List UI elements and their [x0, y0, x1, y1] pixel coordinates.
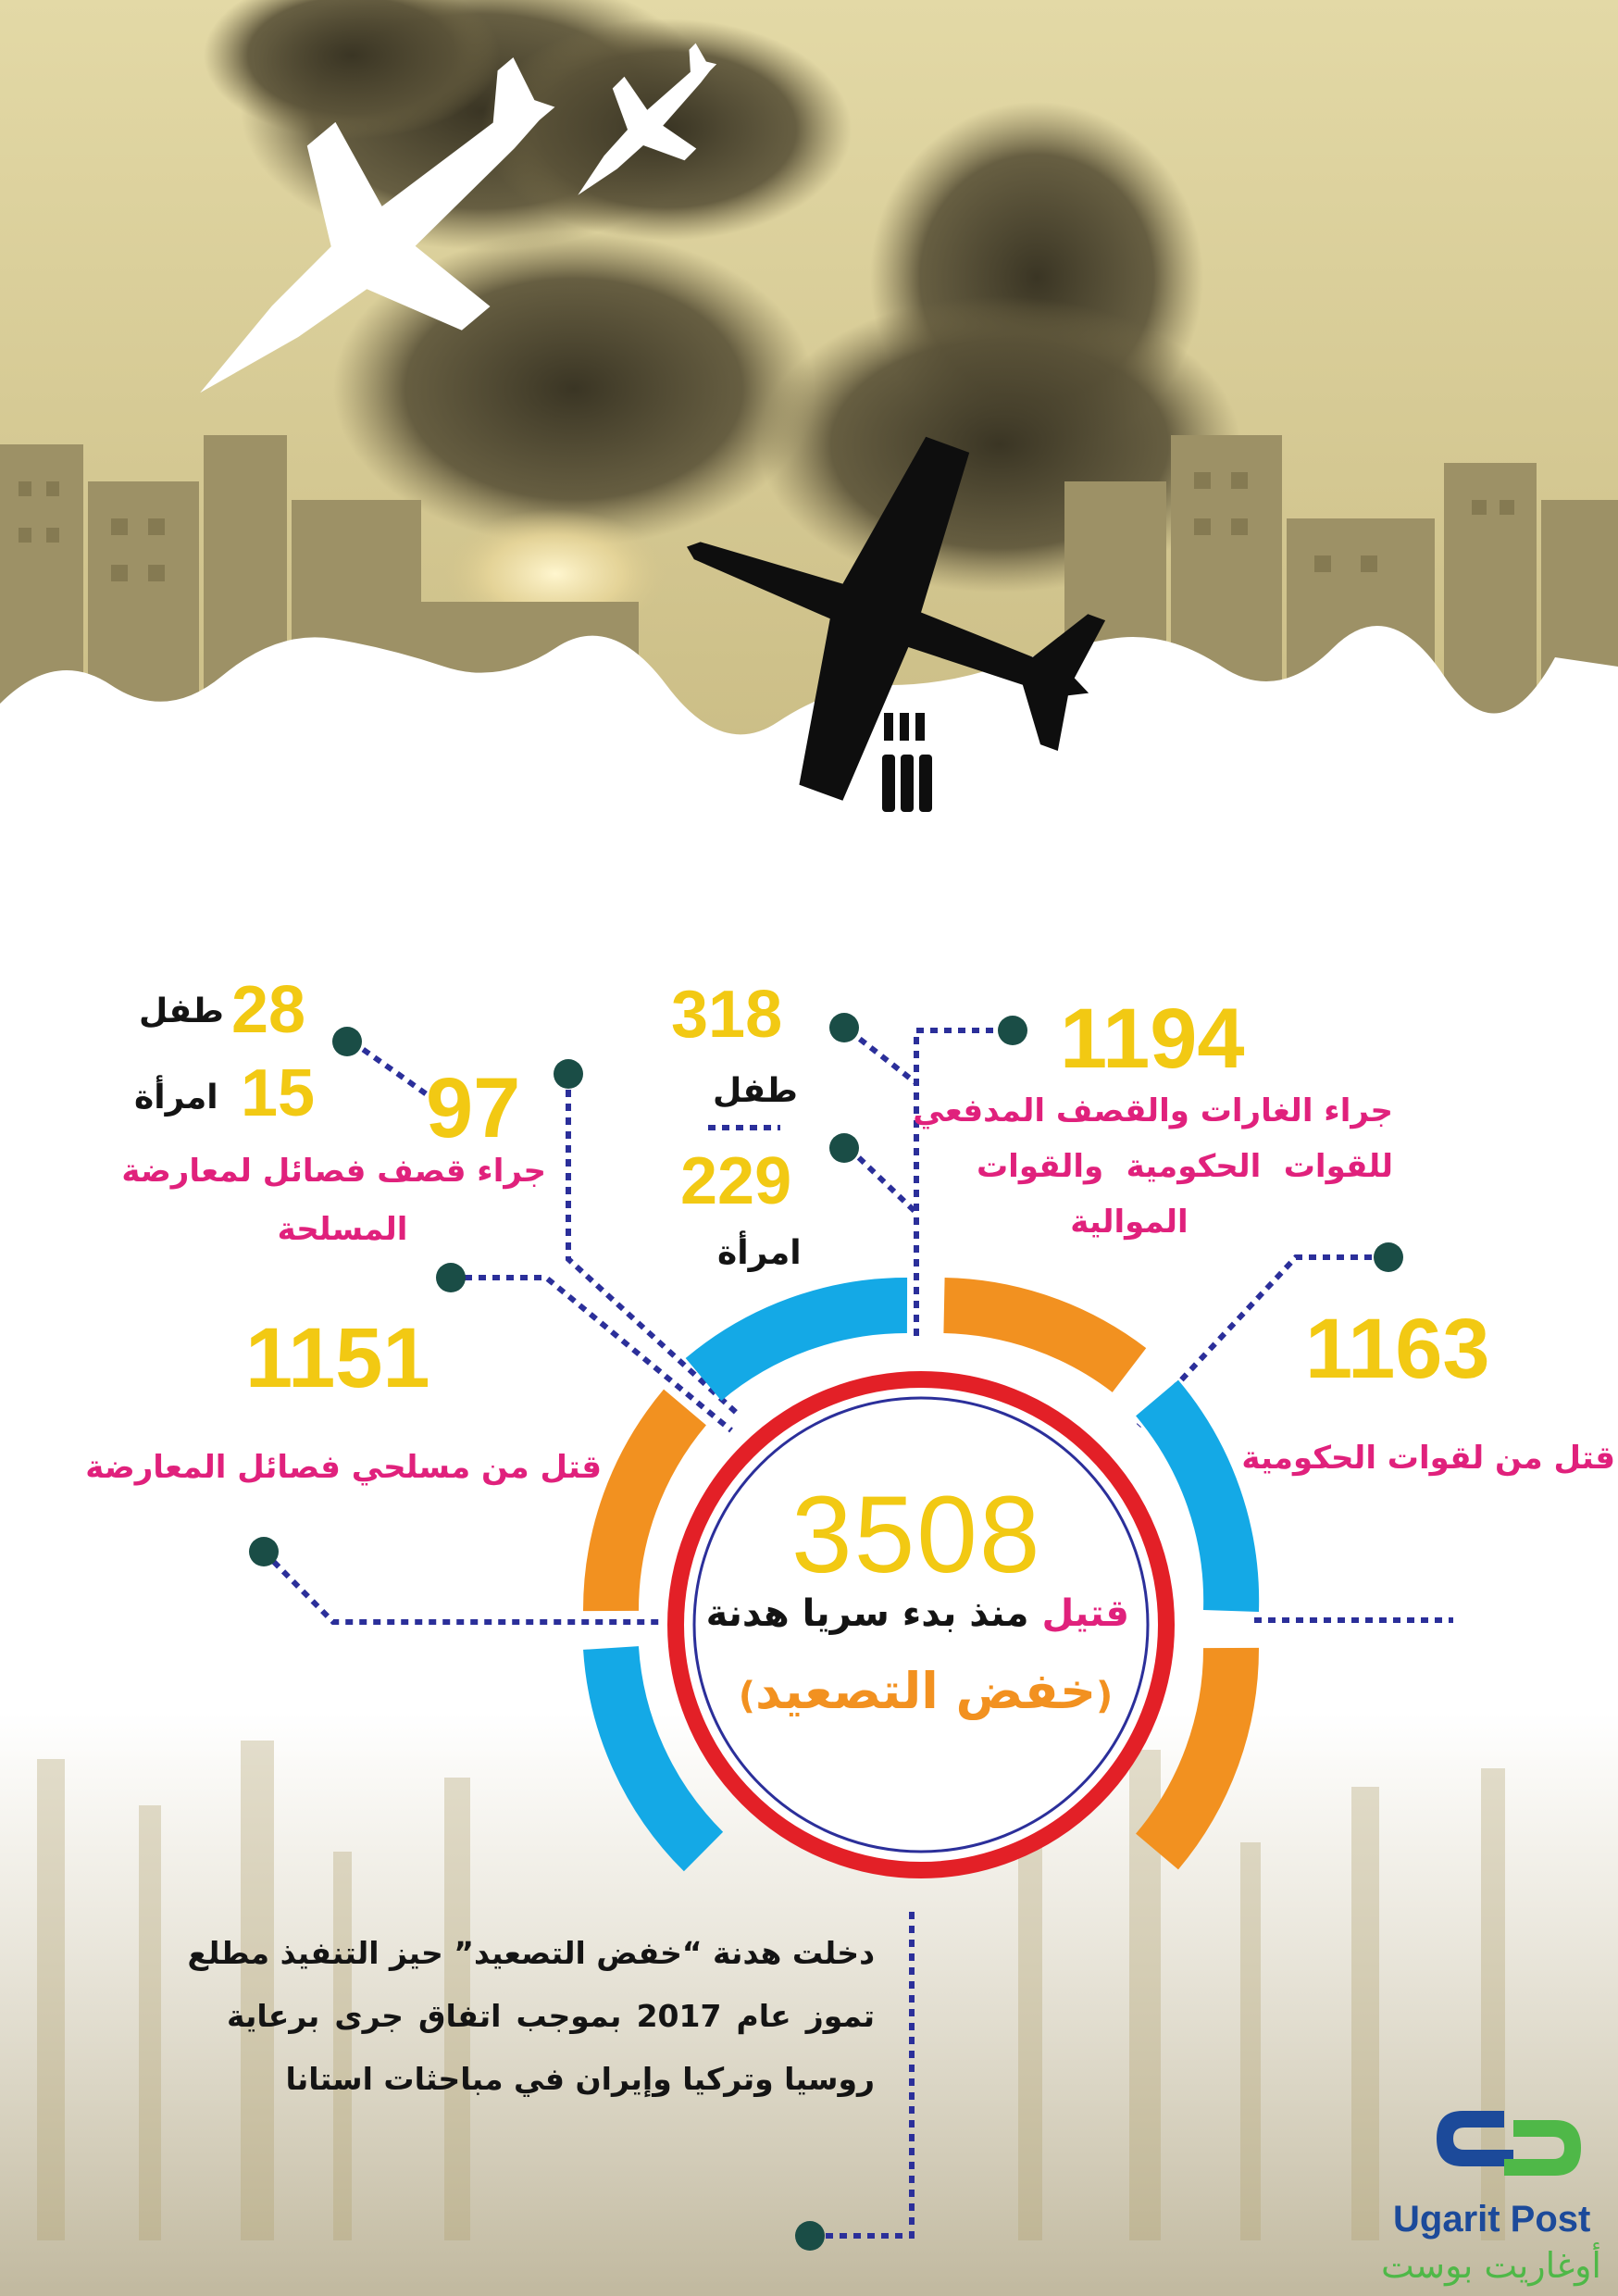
gov-forces-number: 1163 [1305, 1302, 1490, 1396]
center-line2 [722, 1662, 1129, 1720]
total-killed-number: 3508 [791, 1474, 1042, 1596]
note-line-3: روسيا وتركيا وإيران في مباحثات استانا [285, 2061, 875, 2097]
gov-children-number: 318 [671, 978, 783, 1052]
gov-forces-text: قتل من لقوات الحكومية [1241, 1440, 1615, 1477]
paren-close: ) [738, 1675, 755, 1717]
gov-women-number: 229 [680, 1144, 792, 1218]
center-line1-rest: منذ بدء سريا هدنة [705, 1592, 1029, 1635]
opp-fighters-text: قتل من مسلحي فصائل المعارضة [85, 1449, 602, 1486]
center-line1 [705, 1592, 1129, 1635]
opp-fighters-number: 1151 [245, 1311, 430, 1405]
gov-strikes-text-2: للقوات الحكومية والقوات [977, 1148, 1393, 1185]
paren-open: ( [1096, 1675, 1114, 1717]
gov-strikes-number: 1194 [1060, 992, 1245, 1086]
opp-women-number: 15 [241, 1056, 316, 1130]
opp-strikes-number: 97 [426, 1061, 521, 1155]
gov-children-label: طفل [713, 1072, 798, 1110]
de-escalation-title: خفض التصعيد [754, 1662, 1096, 1720]
gov-strikes-text-1: جراء الغارات والقصف المدفعي [913, 1092, 1393, 1129]
opp-strikes-text-1: جراء قصف فصائل لمعارضة [121, 1153, 546, 1190]
ugarit-post-logo-icon [1425, 2092, 1592, 2194]
bombs-icon [882, 713, 932, 812]
center-killed-word: قتيل [1041, 1592, 1129, 1635]
gov-strikes-text-3: الموالية [1070, 1204, 1189, 1241]
note-line-2: تموز عام 2017 بموجب اتفاق جرى برعاية [227, 1998, 875, 2034]
logo-text-ar: أوغاريت بوست [1380, 2245, 1601, 2286]
opp-children-number: 28 [231, 973, 306, 1047]
opp-children-label: طفل [139, 992, 224, 1030]
gov-women-label: امرأة [717, 1234, 802, 1272]
opp-women-label: امرأة [134, 1079, 218, 1117]
logo-text-en: Ugarit Post [1393, 2199, 1591, 2240]
opp-strikes-text-2: المسلحة [277, 1211, 408, 1248]
note-line-1: دخلت هدنة “خفض التصعيد” حيز التنفيذ مطلع [187, 1935, 875, 1971]
